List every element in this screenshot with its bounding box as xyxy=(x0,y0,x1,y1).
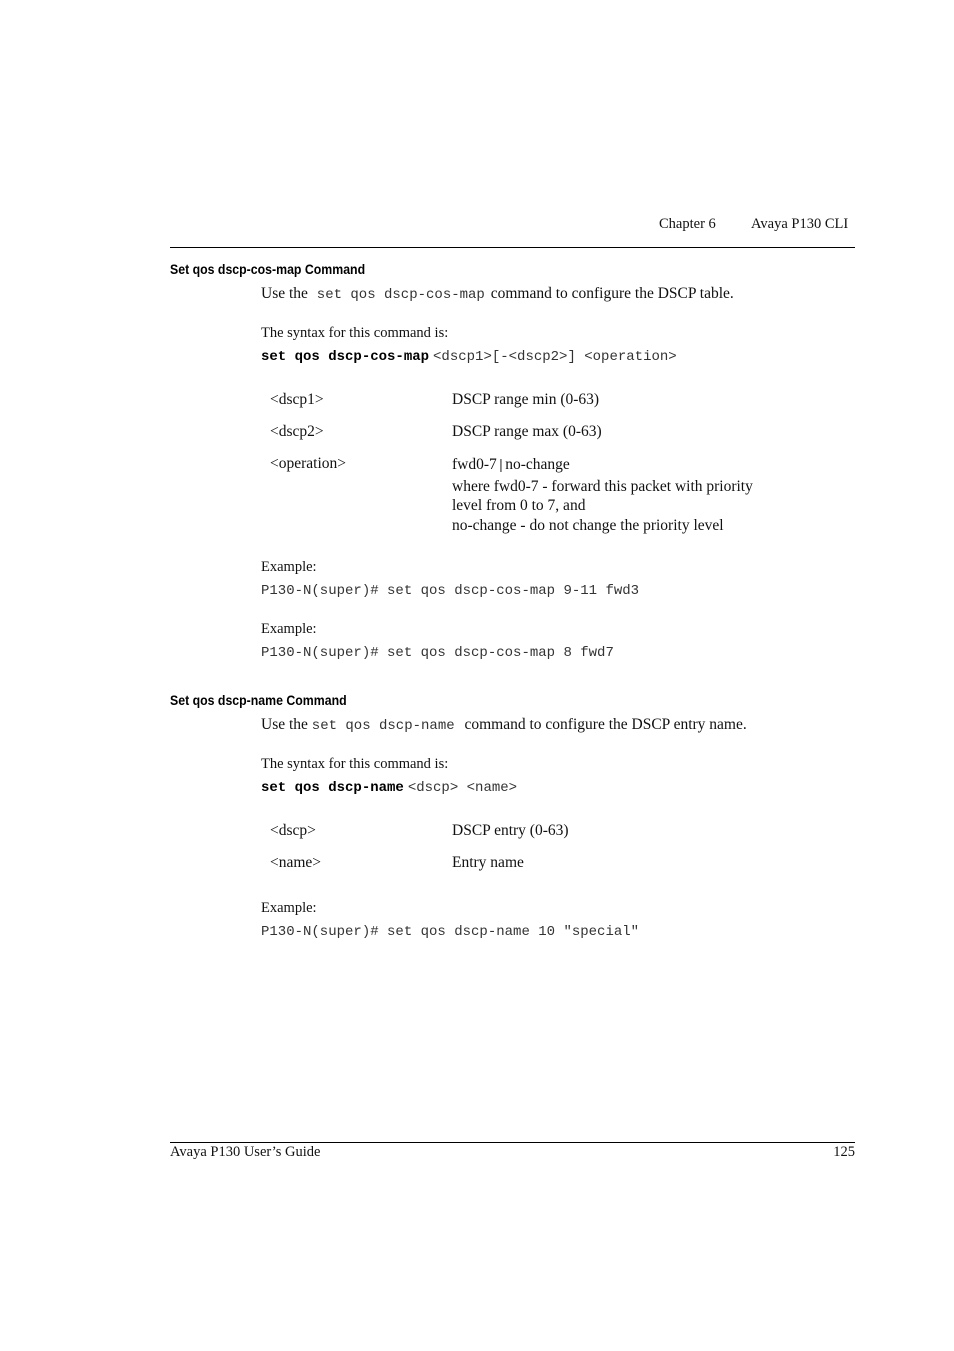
example-code: P130-N(super)# set qos dscp-name 10 "special" xyxy=(261,924,640,940)
param-name: <name> xyxy=(270,854,322,871)
syntax-label-1: The syntax for this command is: xyxy=(261,325,449,341)
param-name: <dscp> xyxy=(270,822,316,839)
pipe-separator: | xyxy=(496,458,506,474)
description-line: no-change - do not change the priority level xyxy=(452,516,724,534)
param-description: Entry name xyxy=(452,854,524,871)
intro-text-pre: Use the xyxy=(261,716,308,733)
example-code: P130-N(super)# set qos dscp-cos-map 9-11 fwd3 xyxy=(261,583,640,599)
intro-text-post: command to configure the DSCP entry name. xyxy=(464,716,747,733)
section-heading-dscp-name: Set qos dscp-name Command xyxy=(170,692,347,708)
example-label: Example: xyxy=(261,621,317,637)
intro-paragraph-2 xyxy=(261,716,747,734)
syntax-arguments: <dscp1>[-<dscp2>] <operation> xyxy=(433,349,677,365)
param-description: DSCP range max (0-63) xyxy=(452,423,602,440)
param-name: <dscp1> xyxy=(270,391,324,408)
param-name: <dscp2> xyxy=(270,423,324,440)
intro-command: set qos dscp-cos-map xyxy=(316,287,485,303)
syntax-command: set qos dscp-name xyxy=(261,780,404,796)
syntax-label-2: The syntax for this command is: xyxy=(261,756,449,772)
footer-rule xyxy=(170,1142,855,1143)
chapter-label: Chapter 6 xyxy=(659,216,716,232)
description-line: where fwd0-7 - forward this packet with priority xyxy=(452,477,753,495)
header-title: Avaya P130 CLI xyxy=(751,216,849,232)
header-rule xyxy=(170,247,855,248)
example-code: P130-N(super)# set qos dscp-cos-map 8 fwd7 xyxy=(261,645,614,661)
section-heading-dscp-cos-map: Set qos dscp-cos-map Command xyxy=(170,261,366,277)
intro-text-pre: Use the xyxy=(261,285,308,302)
intro-paragraph-1 xyxy=(261,285,734,303)
operation-option-nochange: no-change xyxy=(505,456,570,473)
param-description-block xyxy=(452,455,753,535)
footer-guide-title: Avaya P130 User’s Guide xyxy=(170,1144,321,1160)
intro-text-post: command to configure the DSCP table. xyxy=(490,285,734,302)
param-description: DSCP entry (0-63) xyxy=(452,822,569,839)
operation-option-fwd: fwd0-7 xyxy=(452,456,497,473)
intro-command: set qos dscp-name xyxy=(311,718,455,734)
example-label: Example: xyxy=(261,559,317,575)
syntax-line-2 xyxy=(261,778,517,796)
syntax-arguments: <dscp> <name> xyxy=(407,780,518,796)
syntax-command: set qos dscp-cos-map xyxy=(261,349,430,365)
param-description: DSCP range min (0-63) xyxy=(452,391,600,408)
description-line: level from 0 to 7, and xyxy=(452,497,586,514)
param-name: <operation> xyxy=(270,455,347,472)
page-number: 125 xyxy=(833,1144,855,1160)
syntax-line-1 xyxy=(261,347,677,365)
example-label: Example: xyxy=(261,900,317,916)
